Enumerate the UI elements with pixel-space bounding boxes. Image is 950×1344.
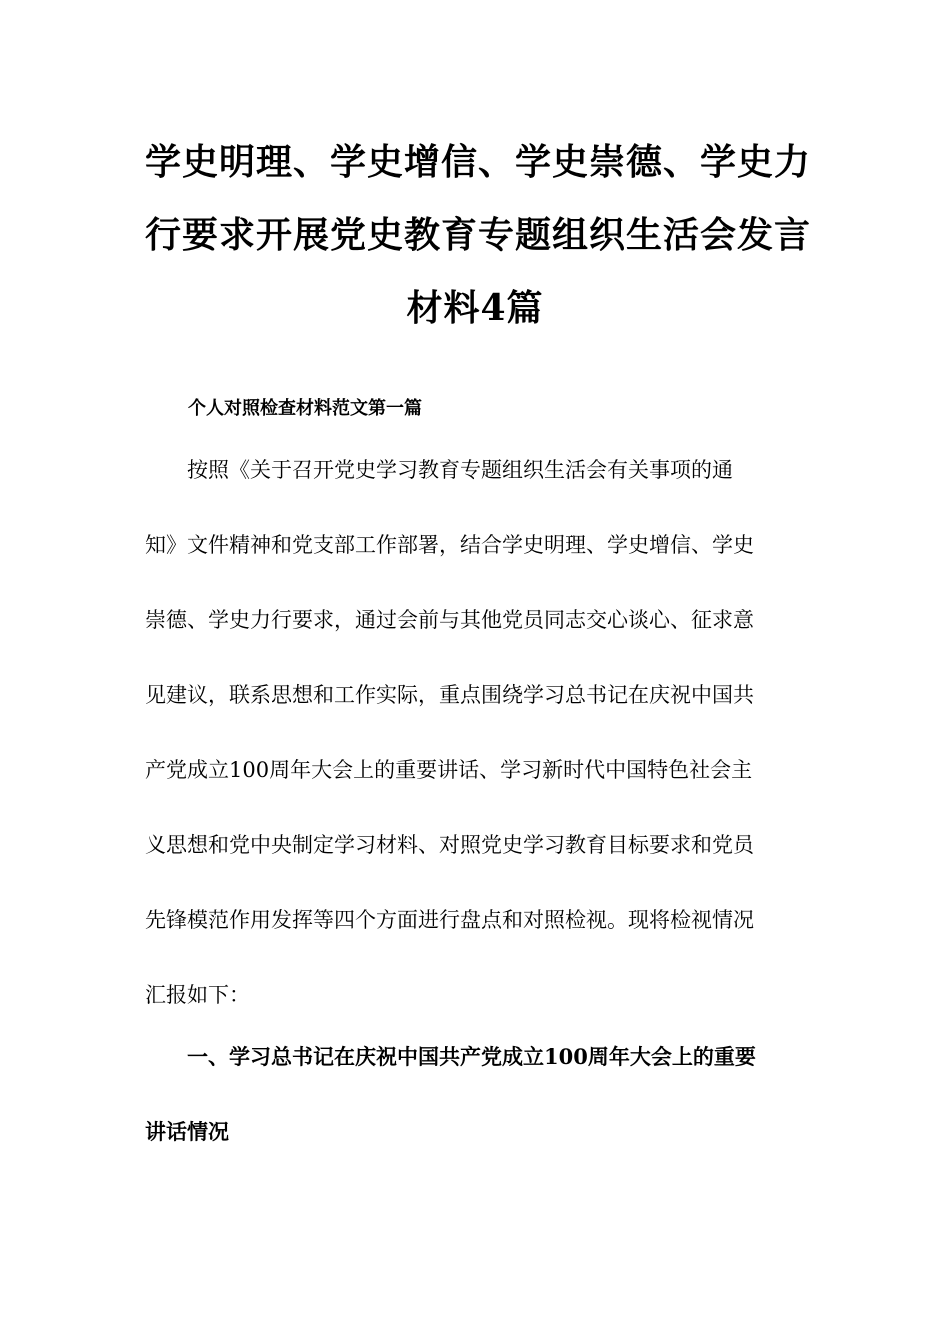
subheading-line: 一、学习总书记在庆祝中国共产党成立100周年大会上的重要 [187, 1044, 756, 1069]
paragraph-line: 义思想和党中央制定学习材料、对照党史学习教育目标要求和党员 [145, 833, 754, 857]
title-line: 行要求开展党史教育专题组织生活会发言 [145, 214, 812, 256]
paragraph-line: 见建议，联系思想和工作实际，重点围绕学习总书记在庆祝中国共 [145, 683, 754, 707]
document-title [145, 126, 812, 345]
intro-paragraph [145, 433, 805, 1033]
title-line: 材料4篇 [406, 287, 544, 329]
paragraph-line: 崇德、学史力行要求，通过会前与其他党员同志交心谈心、征求意 [145, 608, 754, 632]
section-heading: 个人对照检查材料范文第一篇 [188, 398, 422, 419]
paragraph-line: 先锋模范作用发挥等四个方面进行盘点和对照检视。现将检视情况 [145, 908, 754, 932]
paragraph-line: 产党成立100周年大会上的重要讲话、学习新时代中国特色社会主 [145, 758, 753, 782]
title-line: 学史明理、学史增信、学史崇德、学史力 [145, 141, 812, 183]
subheading-paragraph [145, 1019, 805, 1169]
subheading-line: 讲话情况 [145, 1119, 229, 1144]
paragraph-line: 汇报如下： [145, 983, 250, 1007]
paragraph-line: 知》文件精神和党支部工作部署，结合学史明理、学史增信、学史 [145, 533, 754, 557]
paragraph-line: 按照《关于召开党史学习教育专题组织生活会有关事项的通 [187, 458, 733, 482]
